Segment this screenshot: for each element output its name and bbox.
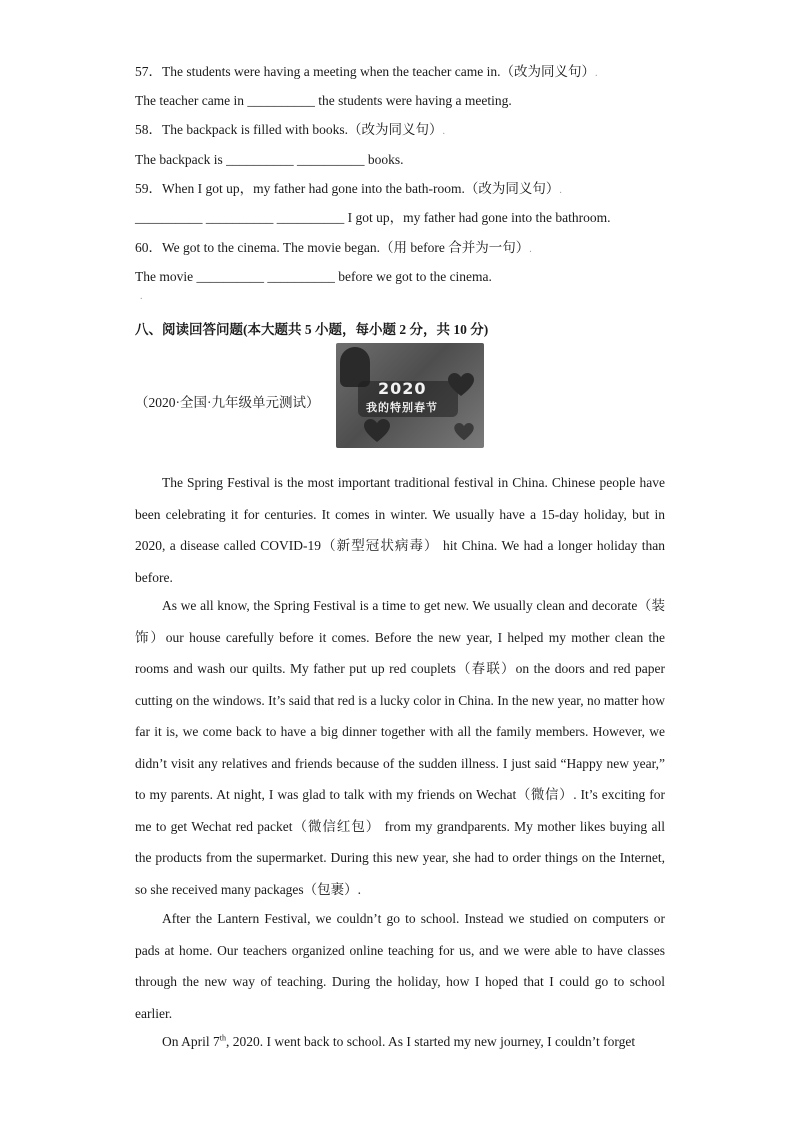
exercise-59-answer-line: __________ __________ __________ I got up，my father had gone into the bathroom.	[135, 210, 611, 225]
heart-icon	[448, 373, 474, 397]
exercise-58-answer-line: The backpack is __________ __________ books.	[135, 152, 404, 167]
exercise-57-question: 57．The students were having a meeting when the teacher came in.（改为同义句）.	[135, 64, 598, 79]
heart-icon	[454, 423, 474, 441]
image-caption-text: 我的特别春节	[366, 401, 438, 414]
exercise-60-answer-line: The movie __________ __________ before we got to the cinema.	[135, 269, 492, 284]
paragraph-4: On April 7th, 2020. I went back to school. As I started my new journey, I couldn’t forget	[162, 1033, 636, 1049]
spring-festival-image	[336, 343, 484, 448]
section-title: 八、阅读回答问题(本大题共 5 小题，每小题 2 分，共 10 分)	[135, 322, 489, 337]
exercise-59-question: 59．When I got up，my father had gone into the bath-room.（改为同义句）.	[135, 181, 562, 196]
source-note: （2020·全国·九年级单元测试）	[135, 395, 320, 410]
image-year-text: 2020	[378, 379, 427, 398]
paragraph-1: The Spring Festival is the most important traditional festival in China. Chinese people have been celebrating it for centuries. It comes in winter. We usually have a 15-day holiday, but in 2020, a disease called COVID-19（新型冠状病毒） hit China. We had a longer holiday than before.	[135, 475, 665, 585]
stray-mark: .	[140, 291, 143, 302]
heart-icon	[364, 419, 390, 443]
exercise-60-question: 60．We got to the cinema. The movie began.（用 before 合并为一句）.	[135, 240, 532, 255]
paragraph-3: After the Lantern Festival, we couldn’t go to school. Instead we studied on computers or pads at home. Our teachers organized online teaching for us, and we were able to have classes through the new way of teaching. During the holiday, how I hoped that I could go to school earlier.	[135, 911, 665, 1021]
paragraph-2: As we all know, the Spring Festival is a time to get new. We usually clean and decorate（装饰）our house carefully before it comes. Before the new year, I helped my mother clean the rooms and wash our quilts. My father put up red couplets（春联）on the doors and red paper cutting on the windows. It’s said that red is a lucky color in China. In the new year, no matter how far it is, we come back to have a big dinner together with all the family members. However, we didn’t visit any relatives and friends because of the sudden illness. I just said “Happy new year,” to my parents. At night, I was glad to talk with my friends on Wechat（微信）. It’s exciting for me to get Wechat red packet（微信红包） from my grandparents. My mother likes buying all the products from the supermarket. During this new year, she had to order things on the Internet, so she received many packages（包裹）.	[135, 598, 665, 897]
exercise-58-question: 58．The backpack is filled with books.（改为同义句）.	[135, 122, 445, 137]
exercise-57-answer-line: The teacher came in __________ the students were having a meeting.	[135, 93, 512, 108]
